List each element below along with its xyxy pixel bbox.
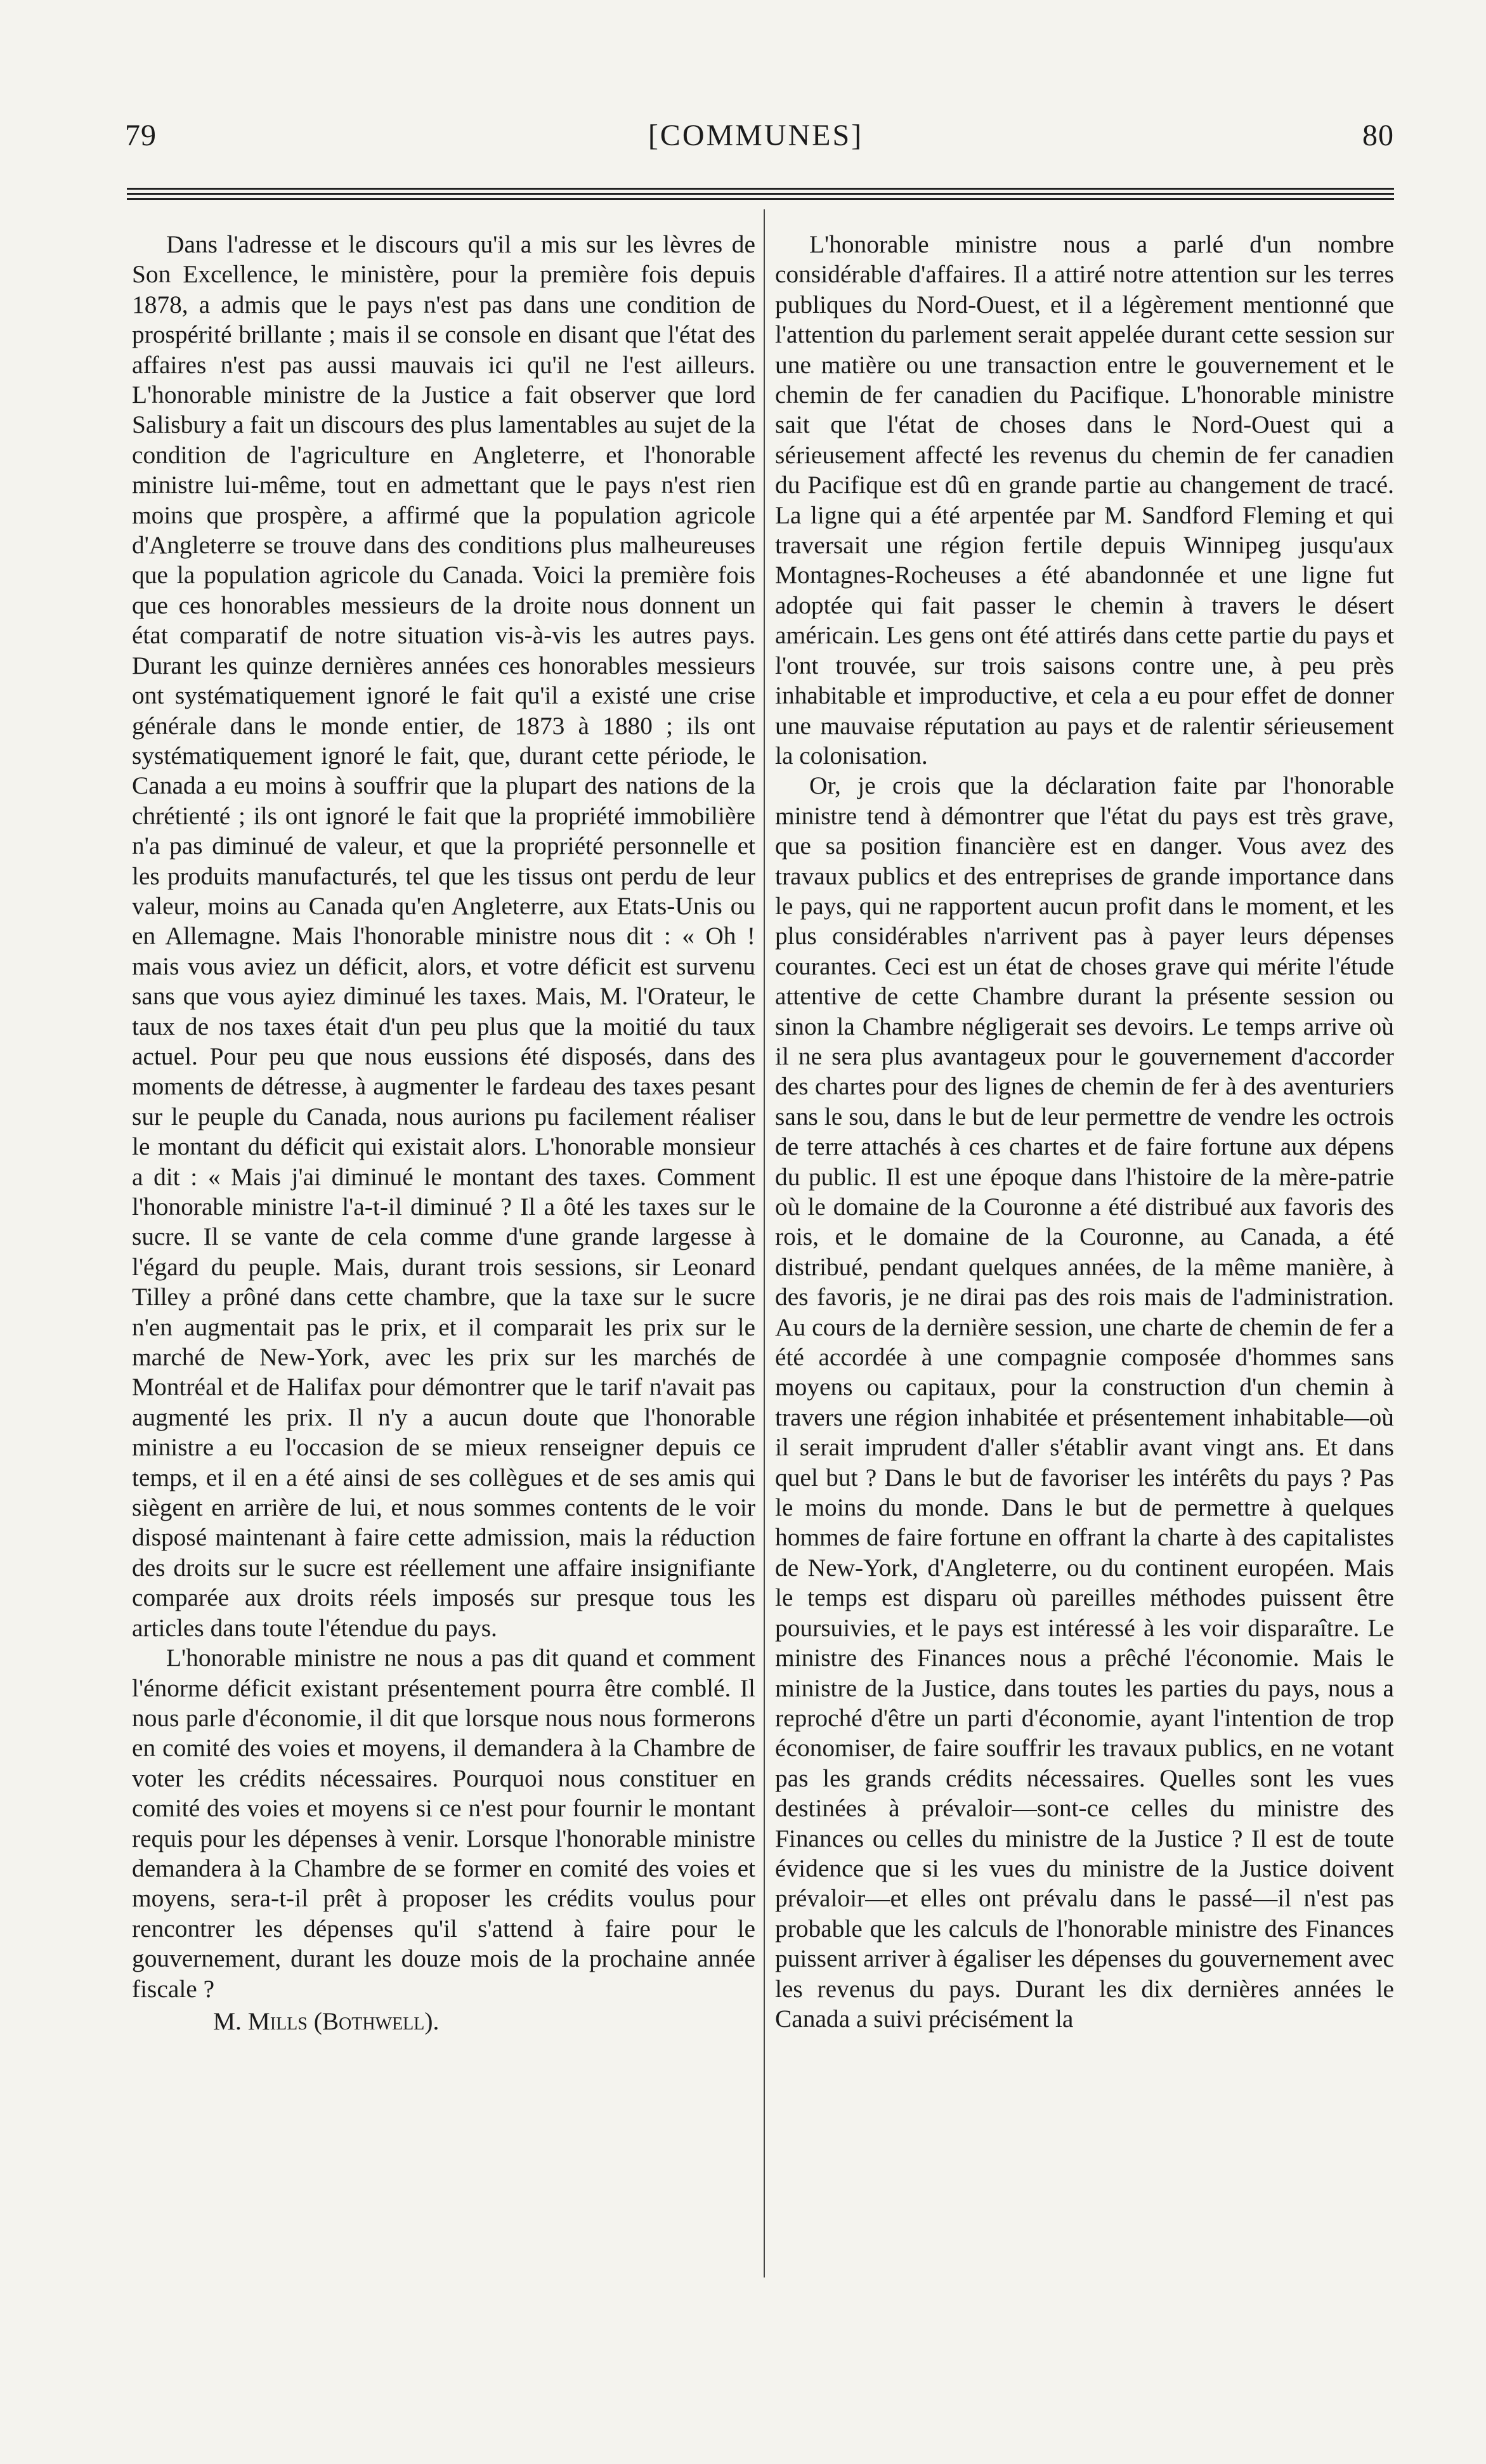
speaker-attribution: M. Mills (Bothwell). (213, 2007, 440, 2035)
left-column (132, 230, 755, 2036)
paragraph: Or, je crois que la déclaration faite par l'honorable ministre tend à démontrer que l'état du pays est très grave, que sa position financière est en danger. Vous avez des travaux publics et des entreprises de grande importance dans le pays, qui ne rapportent aucun profit dans le moment, et les plus considérables n'arrivent pas à payer leurs dépenses courantes. Ceci est un état de choses grave qui mérite l'étude attentive de cette Chambre durant la présente session ou sinon la Chambre négligerait ses devoirs. Le temps arrive où il ne sera plus avantageux pour le gouvernement d'accorder des chartes pour des lignes de chemin de fer à des aventuriers sans le sou, dans le but de leur permettre de vendre les octrois de terre attachés à ces chartes et de faire fortune aux dépens du public. Il est une époque dans l'histoire de la mère-patrie où le domaine de la Couronne a été distribué aux favoris des rois, et le domaine de la Couronne, au Canada, a été distribué, pendant quelques années, de la même manière, à des favoris, je ne dirai pas des rois mais de l'administration. Au cours de la dernière session, une charte de chemin de fer a été accordée à une compagnie composée d'hommes sans moyens ou capitaux, pour la construction d'un chemin à travers une région inhabitée et présentement inhabitable—où il serait imprudent d'aller s'établir avant vingt ans. Et dans quel but ? Dans le but de favoriser les intérêts du pays ? Pas le moins du monde. Dans le but de permettre à quelques hommes de faire fortune en offrant la charte à des capitalistes de New-York, d'Angleterre, ou du continent européen. Mais le temps est disparu où pareilles méthodes puissent être poursuivies, et le pays est intéressé à les voir disparaître. Le ministre des Finances nous a prêché l'économie. Mais le ministre de la Justice, dans toutes les parties du pays, nous a reproché d'être un parti d'économie, ayant l'intention de trop économiser, de faire souffrir les travaux publics, en ne votant pas les grands crédits nécessaires. Quelles sont les vues destinées à prévaloir—sont-ce celles du ministre des Finances ou celles du ministre de la Justice ? Il est de toute évidence que si les vues du ministre de la Justice doivent prévaloir—et elles ont prévalu dans le passé—il n'est pas probable que les calculs de l'honorable ministre des Finances puissent arriver à égaliser les dépenses du gouvernement avec les revenus du pays. Durant les dix dernières années le Canada a suivi précisément la (775, 771, 1394, 2033)
paragraph: Dans l'adresse et le discours qu'il a mis sur les lèvres de Son Excellence, le ministère, pour la première fois depuis 1878, a admis que le pays n'est pas dans une condition de prospérité brillante ; mais il se console en disant que l'état des affaires n'est pas aussi mauvais ici qu'il ne l'est ailleurs. L'honorable ministre de la Justice a fait observer que lord Salisbury a fait un discours des plus lamentables au sujet de la condition de l'agriculture en Angleterre, et l'honorable ministre lui-même, tout en admettant que le pays n'est rien moins que prospère, a affirmé que la population agricole d'Angleterre se trouve dans des conditions plus malheureuses que la population agricole du Canada. Voici la première fois que ces honorables messieurs de la droite nous donnent un état comparatif de notre situation vis-à-vis les autres pays. Durant les quinze dernières années ces honorables messieurs ont systématiquement ignoré le fait qu'il a existé une crise générale dans le monde entier, de 1873 à 1880 ; ils ont systématiquement ignoré le fait, que, durant cette période, le Canada a eu moins à souffrir que la plupart des nations de la chrétienté ; ils ont ignoré le fait que la propriété immobilière n'a pas diminué de valeur, et que la propriété personnelle et les produits manufacturés, tel que les tissus ont perdu de leur valeur, moins au Canada qu'en Angleterre, aux Etats-Unis ou en Allemagne. Mais l'honorable ministre nous dit : « Oh ! mais vous aviez un déficit, alors, et votre déficit est survenu sans que vous ayiez diminué les taxes. Mais, M. l'Orateur, le taux de nos taxes était d'un peu plus que la moitié du taux actuel. Pour peu que nous eussions été disposés, dans des moments de détresse, à augmenter le fardeau des taxes pesant sur le peuple du Canada, nous aurions pu facilement réaliser le montant du déficit qui existait alors. L'honorable monsieur a dit : « Mais j'ai diminué le montant des taxes. Comment l'honorable ministre l'a-t-il diminué ? Il a ôté les taxes sur le sucre. Il se vante de cela comme d'une grande largesse à l'égard du peuple. Mais, durant trois sessions, sir Leonard Tilley a prôné dans cette chambre, que la taxe sur le sucre n'en augmentait pas le prix, et il comparait les prix sur le marché de New-York, avec les prix sur les marchés de Montréal et de Halifax pour démontrer que le tarif n'avait pas augmenté les prix. Il n'y a aucun doute que l'honorable ministre a eu l'occasion de se mieux renseigner depuis ce temps, et il en a été ainsi de ses collègues et de ses amis qui siègent en arrière de lui, et nous sommes contents de le voir disposé maintenant à faire cette admission, mais la réduction des droits sur le sucre est réellement une affaire insignifiante comparée aux droits réels imposés sur presque tous les articles dans toute l'étendue du pays. (132, 230, 755, 1642)
header-rule-top (127, 188, 1394, 190)
paragraph: L'honorable ministre nous a parlé d'un nombre considérable d'affaires. Il a attiré notre attention sur les terres publiques du Nord-Ouest, et il a légèrement mentionné que l'attention du parlement serait appelée durant cette session sur une matière ou une transaction entre le gouvernement et le chemin de fer canadien du Pacifique. L'honorable ministre sait que l'état de choses dans le Nord-Ouest qui a sérieusement affecté les revenus du chemin de fer canadien du Pacifique est dû en grande partie au changement de tracé. La ligne qui a été arpentée par M. Sandford Fleming et qui traversait une région fertile depuis Winnipeg jusqu'aux Montagnes-Rocheuses a été abandonnée et une ligne fut adoptée qui fait passer le chemin à travers le désert américain. Les gens ont été attirés dans cette partie du pays et l'ont trouvée, sur trois saisons contre une, à peu près inhabitable et improductive, et cela a eu pour effet de donner une mauvaise réputation au pays et de ralentir sérieusement la colonisation. (775, 230, 1394, 770)
column-divider (764, 209, 765, 2277)
right-column (775, 230, 1394, 2034)
header-rule-middle (127, 193, 1394, 195)
page-title: [COMMUNES] (648, 119, 864, 152)
page-number-left: 79 (125, 119, 157, 152)
paragraph: L'honorable ministre ne nous a pas dit quand et comment l'énorme déficit existant présentement pourra être comblé. Il nous parle d'économie, il dit que lorsque nous nous formerons en comité des voies et moyens, il demandera à la Chambre de voter les crédits nécessaires. Pourquoi nous constituer en comité des voies et moyens si ce n'est pour fournir le montant requis pour les dépenses à venir. Lorsque l'honorable ministre demandera à la Chambre de se former en comité des voies et moyens, sera-t-il prêt à proposer les crédits voulus pour rencontrer les dépenses qu'il s'attend à faire pour le gouvernement, durant les douze mois de la prochaine année fiscale ? (132, 1644, 755, 2003)
header-rule-bottom (127, 198, 1394, 200)
page-number-right: 80 (1362, 119, 1394, 152)
page-header (117, 112, 1394, 156)
